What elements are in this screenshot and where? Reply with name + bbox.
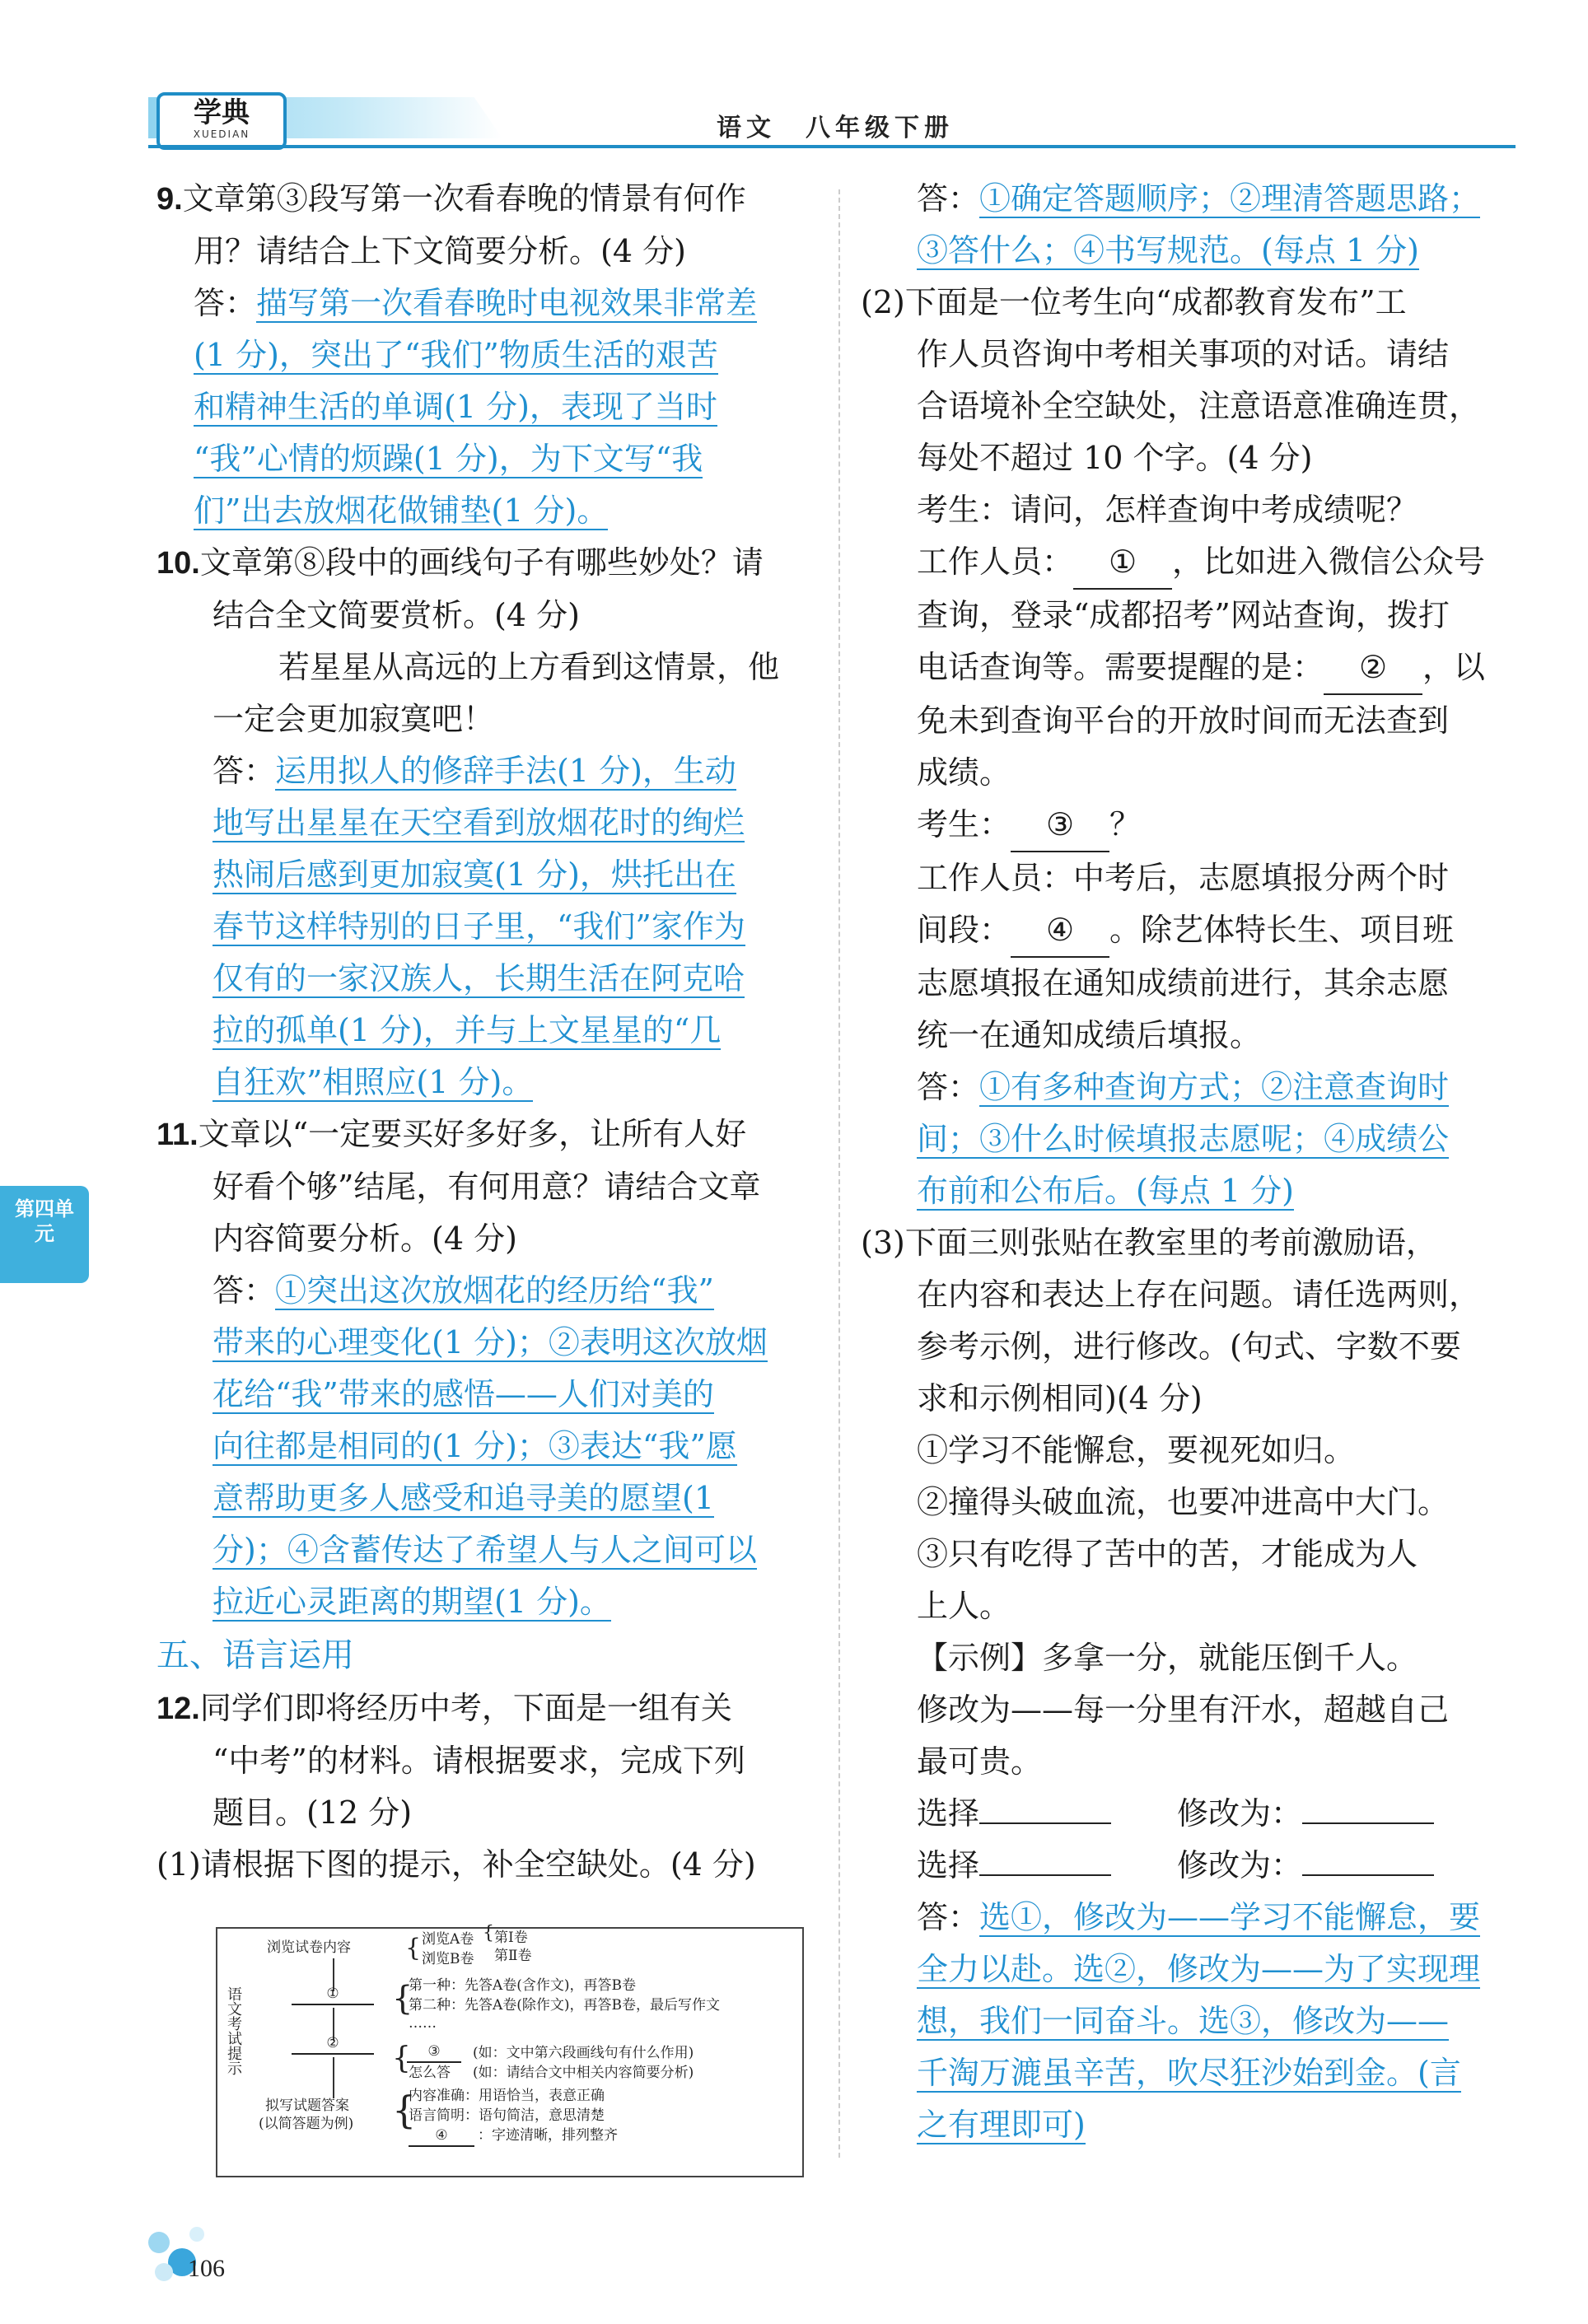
modify-label: 修改为： [1177,1847,1303,1883]
dialogue-line: 成绩。 [917,754,1011,791]
diagram-text: 语言简明：语句简洁，意思清楚 [409,2107,605,2124]
diagram-text: 第Ⅱ卷 [494,1948,532,1964]
answer-text: 地写出星星在天空看到放烟花时的绚烂 [213,805,745,841]
sub-question-3 [861,1217,1520,2151]
diagram-text: 第Ⅰ卷 [494,1930,528,1946]
question-text: 同学们即将经历中考，下面是一组有关 [199,1690,732,1726]
diagram-text: 内容准确：用语恰当，表意正确 [409,2088,605,2104]
quoted-sentence: 若星星从高远的上方看到这情景，他 [278,649,780,685]
diagram-brace: { [392,2088,417,2132]
sub-question-2 [861,277,1520,1217]
answer-text: 分)；④含蓄传达了希望人与人之间可以 [213,1532,757,1568]
dialogue-line: 电话查询等。需要提醒的是： [917,649,1324,685]
diagram-text: …… [409,2015,437,2032]
modify-blank [1302,1822,1434,1824]
sub-question-text: (1)请根据下图的提示，补全空缺处。(4 分) [156,1846,756,1883]
diagram-blank: ④ [409,2126,474,2147]
dialogue-line: 考生： [917,806,1011,842]
diagram-brace: { [405,1934,422,1962]
example-line: 最可贵。 [917,1743,1043,1780]
diagram-brace: { [392,1980,413,2018]
example-line: 【示例】多拿一分，就能压倒千人。 [917,1640,1418,1676]
diagram-brace: { [392,2042,411,2075]
question-number: 10. [156,546,200,581]
answer-text: ③答什么；④书写规范。(每点 1 分) [917,232,1419,268]
diagram-blank: ① [292,1985,374,2005]
diagram-text: 浏览试卷内容 [267,1939,351,1956]
question-text: 下面三则张贴在教室里的考前激励语， [904,1225,1437,1261]
answer-text: 和精神生活的单调(1 分)，表现了当时 [194,389,717,425]
answer-text: 千淘万漉虽辛苦，吹尽狂沙始到金。(言 [917,2055,1461,2091]
diagram-text: (如：请结合文中相关内容简要分析) [473,2065,694,2081]
answer-text: 自狂欢”相照应(1 分)。 [213,1064,534,1100]
dialogue-line: ，比如进入微信公众号 [1172,544,1486,580]
answer-label: 答： [917,1899,980,1935]
dialogue-line: 。除艺体特长生、项目班 [1109,912,1455,948]
slogan-line: ①学习不能懈怠，要视死如归。 [917,1432,1356,1468]
question-text: 参考示例，进行修改。(句式、字数不要 [917,1328,1461,1365]
sub-question-label: (3) [861,1225,905,1261]
exam-tips-diagram [216,1923,804,2177]
fill-blank: ④ [1011,904,1109,958]
diagram-text: ：字迹清晰，排列整齐 [478,2127,618,2144]
unit-side-tab: 第四单元 [0,1186,89,1283]
question-number: 9. [156,182,183,217]
answer-text: 热闹后感到更加寂寞(1 分)，烘托出在 [213,856,736,893]
brand-logo [156,92,287,150]
answer-text: (1 分)，突出了“我们”物质生活的艰苦 [194,337,718,373]
answer-text: 选①，修改为——学习不能懈怠，要 [979,1899,1481,1935]
answer-text: 之有理即可) [917,2107,1086,2143]
question-text: 文章第③段写第一次看春晚的情景有何作 [182,180,746,217]
sub-question-label: (2) [861,284,905,320]
diagram-text: 第二种：先答A卷(除作文)，再答B卷，最后写作文 [409,1997,721,2014]
diagram-vertical-label: 语文考试提示 [225,1986,242,2075]
question-text: 文章以“一定要买好多好多，让所有人好 [198,1116,747,1152]
example-line: 修改为——每一分里有汗水，超越自己 [917,1692,1450,1728]
dialogue-line: 免未到查询平台的开放时间而无法查到 [917,702,1450,739]
fill-blank: ② [1324,642,1422,695]
question-number: 11. [156,1118,198,1152]
question-text: 内容简要分析。(4 分) [213,1220,517,1257]
answer-text: 向往都是相同的(1 分)；③表达“我”愿 [213,1428,737,1464]
answer-label: 答： [917,180,980,217]
dialogue-line: 志愿填报在通知成绩前进行，其余志愿 [917,965,1450,1001]
diagram-text: (以简答题为例) [259,2116,354,2132]
fill-blank: ① [1073,536,1172,590]
dialogue-line: 工作人员：中考后，志愿填报分两个时 [917,860,1450,896]
answer-text: ①确定答题顺序；②理清答题思路； [979,180,1481,217]
diagram-text: 拟写试题答案 [265,2098,349,2114]
answer-text: 描写第一次看春晚时电视效果非常差 [256,285,758,321]
logo-text: 学典 [194,96,250,129]
answer-text: 花给“我”带来的感悟——人们对美的 [213,1376,714,1412]
question-9 [156,173,815,537]
page-number: 106 [188,2255,225,2282]
dialogue-line: 工作人员： [917,544,1074,580]
section-title: 五、语言运用 [156,1637,354,1673]
question-text: “中考”的材料。请根据要求，完成下列 [213,1743,745,1779]
logo-subtext: XUEDIAN [193,128,250,140]
answer-text: 间；③什么时候填报志愿呢；④成绩公 [917,1121,1450,1157]
dialogue-line: 查询，登录“成都招考”网站查询，拨打 [917,597,1450,633]
slogan-line: 上人。 [917,1588,1011,1624]
diagram-text: 浏览B卷 [422,1951,474,1967]
question-text: 好看个够”结尾，有何用意？请结合文章 [213,1169,761,1205]
slogan-line: ②撞得头破血流，也要冲进高中大门。 [917,1484,1450,1520]
right-column [861,173,1520,2151]
question-number: 12. [156,1692,200,1726]
answer-text: ①突出这次放烟花的经历给“我” [275,1272,714,1309]
diagram-text: 怎么答 [409,2065,451,2081]
modify-label: 修改为： [1177,1795,1303,1832]
header-divider [148,145,1516,148]
modify-blank [1302,1874,1434,1876]
dialogue-line: 考生：请问，怎样查询中考成绩呢？ [917,492,1418,528]
choose-label: 选择 [917,1847,980,1883]
question-text: 合语境补全空缺处，注意语意准确连贯， [917,388,1481,424]
answer-text: 布前和公布后。(每点 1 分) [917,1173,1294,1209]
book-title: 语文 八年级下册 [717,114,954,142]
answer-label: 答： [213,1272,276,1309]
question-text: 下面是一位考生向“成都教育发布”工 [904,284,1407,320]
answer-text: 春节这样特别的日子里，“我们”家作为 [213,908,745,945]
answer-text: 全力以赴。选②，修改为——为了实现理 [917,1951,1481,1987]
sub-question-1-answer [861,173,1520,277]
dialogue-line: ，以 [1422,649,1486,685]
column-divider [838,189,840,2158]
question-text: 题目。(12 分) [213,1794,413,1831]
diagram-brace: { [483,1923,494,1944]
answer-text: 拉的孤单(1 分)，并与上文星星的“几 [213,1012,722,1048]
diagram-text: (如：文中第六段画线句有什么作用) [473,2045,694,2061]
diagram-blank: ② [292,2034,374,2055]
diagram-text: 浏览A卷 [422,1931,474,1948]
question-text: 结合全文简要赏析。(4 分) [213,597,580,633]
answer-text: 拉近心灵距离的期望(1 分)。 [213,1584,611,1620]
question-10 [156,537,815,1108]
fill-blank: ③ [1011,799,1109,852]
answer-text: 仅有的一家汉族人，长期生活在阿克哈 [213,960,745,996]
question-text: 在内容和表达上存在问题。请任选两则， [917,1276,1481,1313]
dialogue-line: 间段： [917,912,1011,948]
answer-label: 答： [194,285,257,321]
answer-text: 想，我们一同奋斗。选③，修改为—— [917,2003,1450,2039]
diagram-text: 第一种：先答A卷(含作文)，再答B卷 [409,1977,637,1994]
diagram-blank: ③ [407,2042,461,2063]
dialogue-line: ？ [1109,806,1142,842]
question-text: 文章第⑧段中的画线句子有哪些妙处？请 [199,544,764,581]
question-text: 每处不超过 10 个字。(4 分) [917,440,1313,476]
answer-text: “我”心情的烦躁(1 分)，为下文写“我 [194,441,703,477]
quoted-sentence: 一定会更加寂寞吧！ [213,701,495,737]
answer-text: 运用拟人的修辞手法(1 分)，生动 [275,753,736,789]
answer-label: 答： [917,1069,980,1105]
question-12 [156,1682,815,1891]
left-column [156,173,815,1891]
question-text: 求和示例相同)(4 分) [917,1380,1203,1416]
choose-blank [979,1874,1111,1876]
answer-text: ①有多种查询方式；②注意查询时 [979,1069,1450,1105]
question-11 [156,1108,815,1628]
answer-text: 带来的心理变化(1 分)；②表明这次放烟 [213,1324,768,1360]
choose-blank [979,1822,1111,1824]
question-text: 作人员咨询中考相关事项的对话。请结 [917,336,1450,372]
answer-label: 答： [213,753,276,789]
answer-text: 意帮助更多人感受和追寻美的愿望(1 [213,1480,715,1516]
answer-text: 们”出去放烟花做铺垫(1 分)。 [194,492,609,529]
choose-label: 选择 [917,1795,980,1832]
question-text: 用？请结合上下文简要分析。(4 分) [194,233,686,269]
diagram-arrow [333,2057,334,2098]
slogan-line: ③只有吃得了苦中的苦，才能成为人 [917,1536,1418,1572]
dialogue-line: 统一在通知成绩后填报。 [917,1017,1262,1053]
page-header [148,92,1516,150]
